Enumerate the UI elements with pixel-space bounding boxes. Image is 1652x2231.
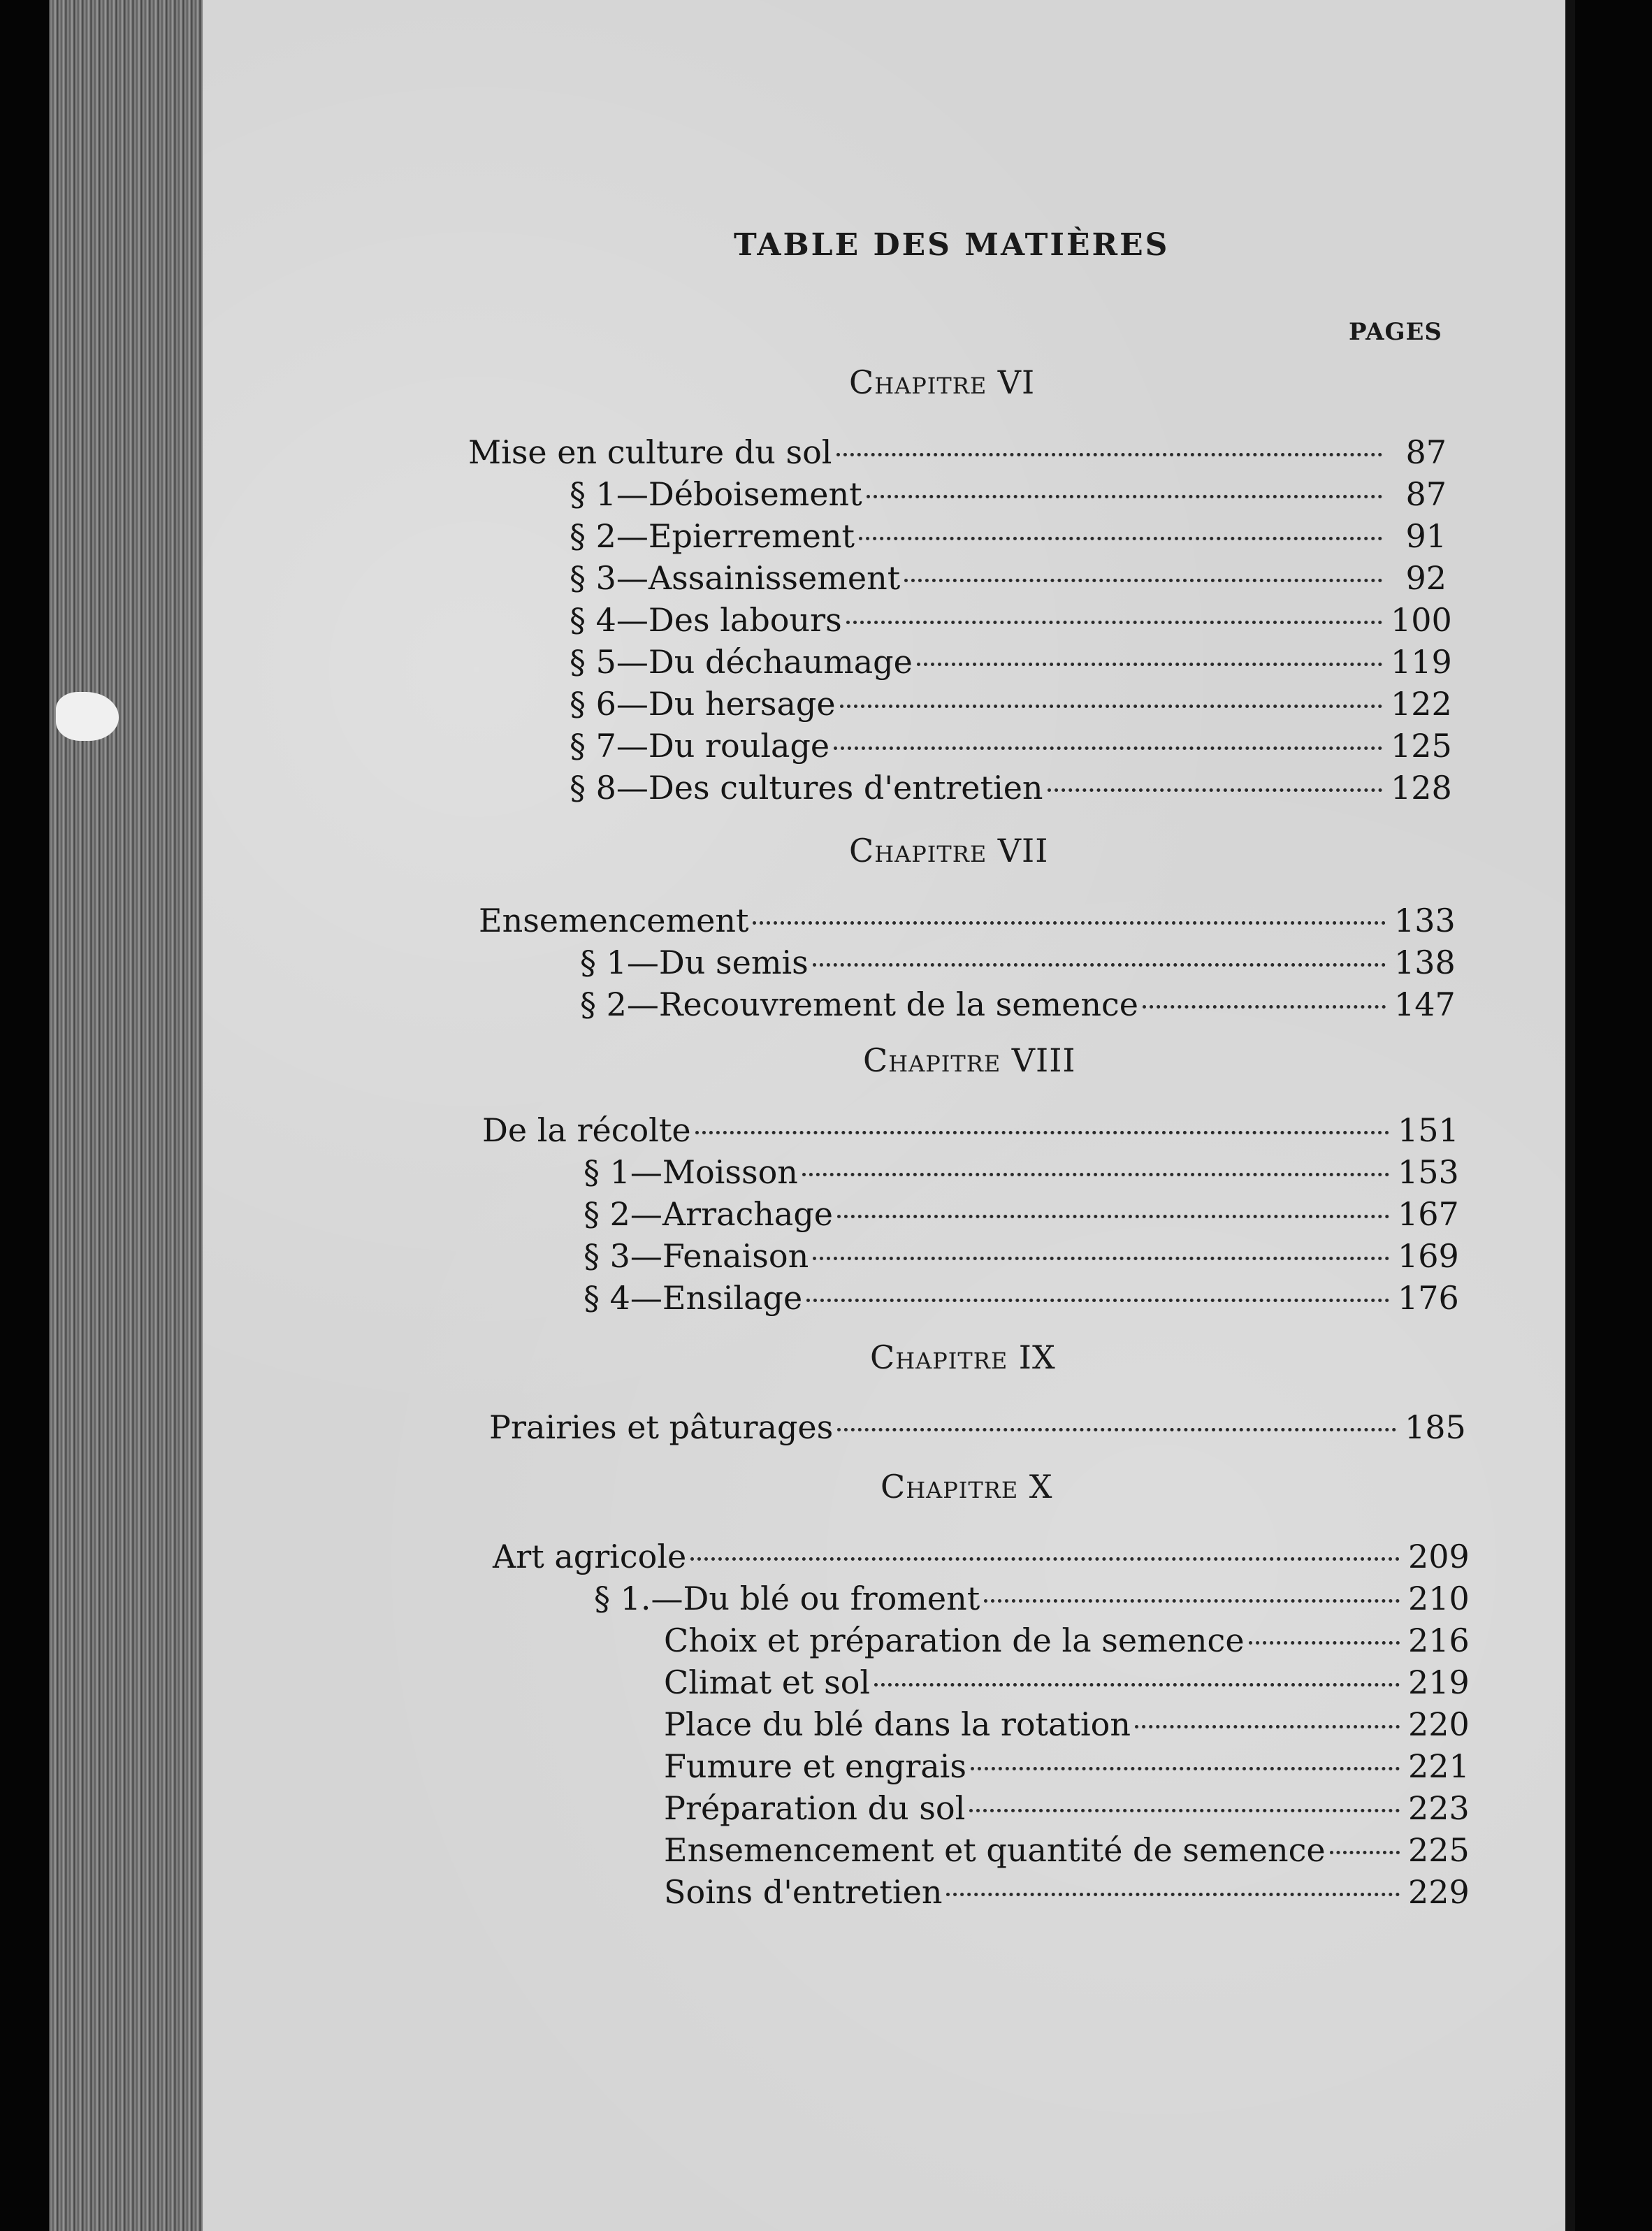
- toc-entry[interactable]: § 2—Epierrement 91: [570, 517, 1447, 555]
- pages-column-label: PAGES: [1349, 318, 1442, 346]
- toc-entry[interactable]: § 8—Des cultures d'entretien 128: [570, 769, 1452, 807]
- toc-entry[interactable]: § 1—Déboisement 87: [570, 475, 1447, 513]
- chapter-heading: Chapitre VII: [849, 832, 1049, 869]
- toc-entry[interactable]: Place du blé dans la rotation 220: [664, 1705, 1470, 1743]
- toc-entry[interactable]: § 5—Du déchaumage 119: [570, 643, 1452, 681]
- toc-entry[interactable]: Mise en culture du sol 87: [468, 433, 1447, 471]
- paper-stain: [56, 692, 119, 741]
- toc-entry[interactable]: Prairies et pâturages 185: [489, 1408, 1466, 1446]
- toc-entry[interactable]: Ensemencement et quantité de semence 225: [664, 1831, 1470, 1869]
- toc-entry[interactable]: § 2—Recouvrement de la semence 147: [580, 985, 1456, 1023]
- toc-entry[interactable]: Ensemencement 133: [479, 902, 1456, 939]
- chapter-heading: Chapitre VIII: [863, 1041, 1076, 1079]
- toc-entry[interactable]: Art agricole 209: [493, 1538, 1470, 1575]
- toc-entry[interactable]: § 3—Assainissement 92: [570, 559, 1447, 597]
- toc-entry[interactable]: § 3—Fenaison 169: [584, 1237, 1459, 1275]
- chapter-heading: Chapitre VI: [849, 363, 1036, 401]
- toc-entry[interactable]: Choix et préparation de la semence 216: [664, 1622, 1470, 1659]
- toc-entry[interactable]: § 4—Des labours 100: [570, 601, 1452, 639]
- page-title: TABLE DES MATIÈRES: [734, 227, 1170, 263]
- toc-entry[interactable]: § 7—Du roulage 125: [570, 727, 1452, 765]
- toc-entry[interactable]: § 1.—Du blé ou froment 210: [594, 1580, 1470, 1617]
- toc-entry[interactable]: De la récolte 151: [482, 1111, 1459, 1149]
- toc-entry[interactable]: Fumure et engrais 221: [664, 1747, 1470, 1785]
- book-page-edges: [49, 0, 210, 2231]
- chapter-heading: Chapitre X: [881, 1468, 1053, 1506]
- toc-entry[interactable]: § 1—Moisson 153: [584, 1153, 1459, 1191]
- toc-entry[interactable]: § 1—Du semis 138: [580, 944, 1456, 981]
- toc-entry[interactable]: Climat et sol 219: [664, 1663, 1470, 1701]
- toc-entry[interactable]: § 2—Arrachage 167: [584, 1195, 1459, 1233]
- chapter-heading: Chapitre IX: [870, 1338, 1056, 1376]
- page-border-rule: [1565, 0, 1575, 2231]
- toc-entry[interactable]: Préparation du sol 223: [664, 1789, 1470, 1827]
- toc-entry[interactable]: § 6—Du hersage 122: [570, 685, 1452, 723]
- toc-entry[interactable]: § 4—Ensilage 176: [584, 1279, 1459, 1317]
- toc-entry[interactable]: Soins d'entretien 229: [664, 1873, 1470, 1911]
